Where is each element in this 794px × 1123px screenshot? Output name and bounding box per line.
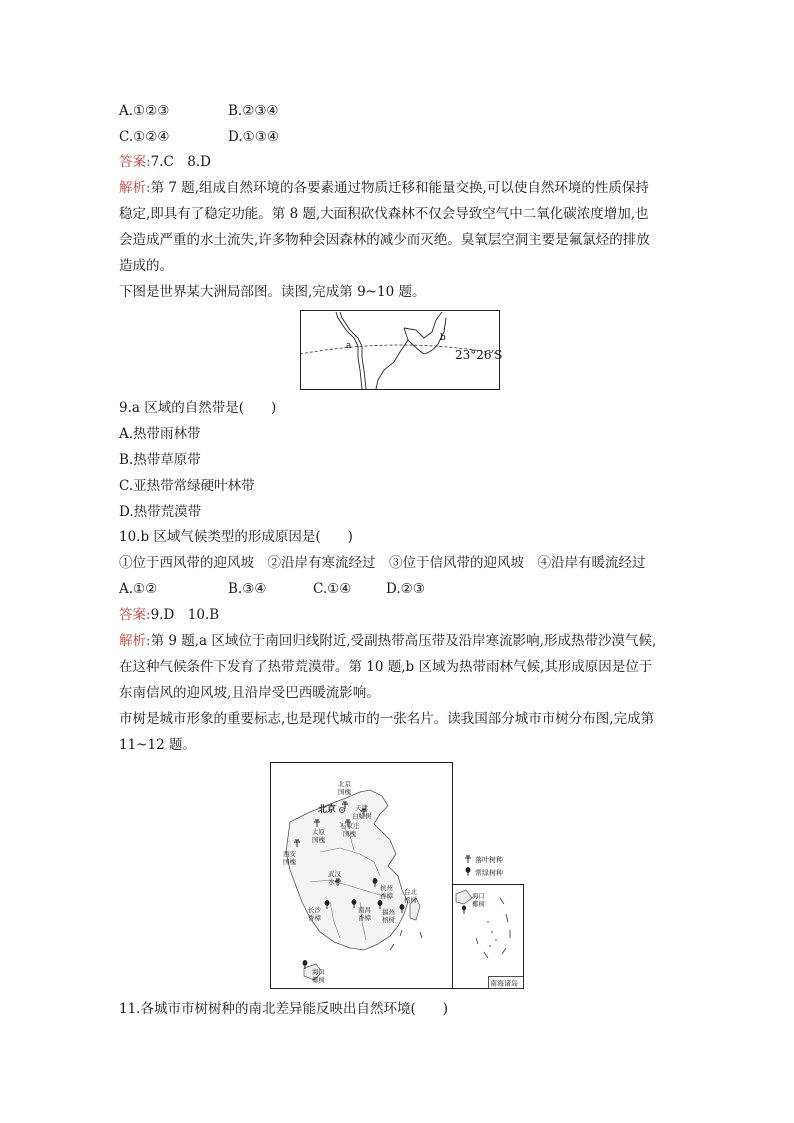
china-city-tree-map [270,762,525,992]
q10-option-b: B.③④ [228,581,267,597]
analysis-7-8-line1: 解析:第 7 题,组成自然环境的各要素通过物质迁移和能量交换,可以使自然环境的性质保持 [119,180,649,196]
inset-caption: 南海诸岛 [490,979,518,988]
fuzhou-name: 福州 [382,908,395,916]
changsha-tree: 香樟 [308,914,321,922]
hangzhou-name: 杭州 [380,884,393,892]
beijing-tree: 国槐 [338,788,351,796]
taibei-tree: 榕树 [404,896,417,904]
analysis-label: 解析: [119,180,151,196]
tianjin-tree: 白蜡树 [352,812,372,820]
option-d: D.①③④ [228,129,279,145]
taibei-name: 台北 [404,888,417,896]
shijiazhuang-tree: 国槐 [343,830,356,838]
tropic-label: 23°26′S [455,348,503,362]
q9-option-b: B.热带草原带 [119,452,201,468]
answer-label: 答案: [119,154,151,170]
fuzhou-tree: 榕树 [382,916,395,924]
nanchang-name: 南昌 [358,906,371,914]
question-9-stem: 9.a 区域的自然带是( ) [119,400,277,416]
map1-label-b: b [440,333,446,343]
taiyuan-tree: 国槐 [312,836,325,844]
intro-11-12-line1: 市树是城市形象的重要标志,也是现代城市的一张名片。读我国部分城市市树分布图,完成第 [119,711,655,727]
option-b: B.②③④ [228,103,279,119]
analysis-9-10-line2: 在这种气候条件下发育了热带荒漠带。第 10 题,b 区域为热带雨林气候,其形成原因是位于 [119,659,653,675]
option-c: C.①②④ [119,129,170,145]
answer-7-8: 答案:7.C 8.D [119,154,211,170]
question-10-items: ①位于西风带的迎风坡 ②沿岸有寒流经过 ③位于信风带的迎风坡 ④沿岸有暖流经过 [119,555,646,571]
analysis-7-8-line3: 会造成严重的水土流失,许多物种会因森林的减少而灭绝。臭氧层空洞主要是氟氯烃的排放 [119,232,650,248]
xian-tree: 国槐 [283,858,296,866]
legend-deciduous: 落叶树种 [475,856,503,864]
hangzhou-tree: 香樟 [380,892,393,900]
q9-option-d: D.热带荒漠带 [119,504,202,520]
question-11-stem: 11.各城市市树树种的南北差异能反映出自然环境( ) [119,1001,449,1017]
q10-option-a: A.①② [119,581,158,597]
option-a: A.①②③ [119,103,170,119]
wuhan-tree: 水杉 [328,878,341,886]
intro-9-10: 下图是世界某大洲局部图。读图,完成第 9~10 题。 [119,284,426,300]
wuhan-name: 武汉 [328,870,341,878]
xian-name: 西安 [283,850,296,858]
answer-9-10: 答案:9.D 10.B [119,607,220,623]
analysis-7-8-line2: 稳定,即具有了稳定功能。第 8 题,大面积砍伐森林不仅会导致空气中二氧化碳浓度增加,也 [119,206,649,222]
analysis-9-10-line3: 东南信风的迎风坡,且沿岸受巴西暖流影响。 [119,685,380,701]
analysis-label: 解析: [119,633,151,649]
haikou-name: 海口 [312,968,325,976]
beijing-name: 北京 [338,780,351,788]
taiyuan-name: 太原 [312,828,325,836]
q9-option-c: C.亚热带常绿硬叶林带 [119,478,255,494]
haikou-tree: 椰树 [312,976,325,984]
beijing-capital-label: 北京 [318,805,337,815]
analysis-9-10-line1: 解析:第 9 题,a 区域位于南回归线附近,受副热带高压带及沿岸寒流影响,形成热带沙漠气候, [119,633,657,649]
nanchang-tree: 香樟 [358,914,371,922]
shijiazhuang-name: 石家庄 [340,822,360,830]
changsha-name: 长沙 [308,906,321,914]
map1-label-a: a [346,341,352,351]
intro-11-12-line2: 11~12 题。 [119,737,196,753]
question-10-stem: 10.b 区域气候类型的形成原因是( ) [119,529,353,545]
analysis-7-8-line4: 造成的。 [119,258,173,274]
answer-label: 答案: [119,607,151,623]
q9-option-a: A.热带雨林带 [119,426,201,442]
q10-option-d: D.②③ [386,581,425,597]
legend-evergreen: 常绿树种 [475,869,503,877]
tianjin-name: 天津 [355,804,368,812]
q10-option-c: C.①④ [313,581,352,597]
inset-haikou-tree: 椰树 [472,900,485,908]
inset-haikou-name: 海口 [472,892,485,900]
